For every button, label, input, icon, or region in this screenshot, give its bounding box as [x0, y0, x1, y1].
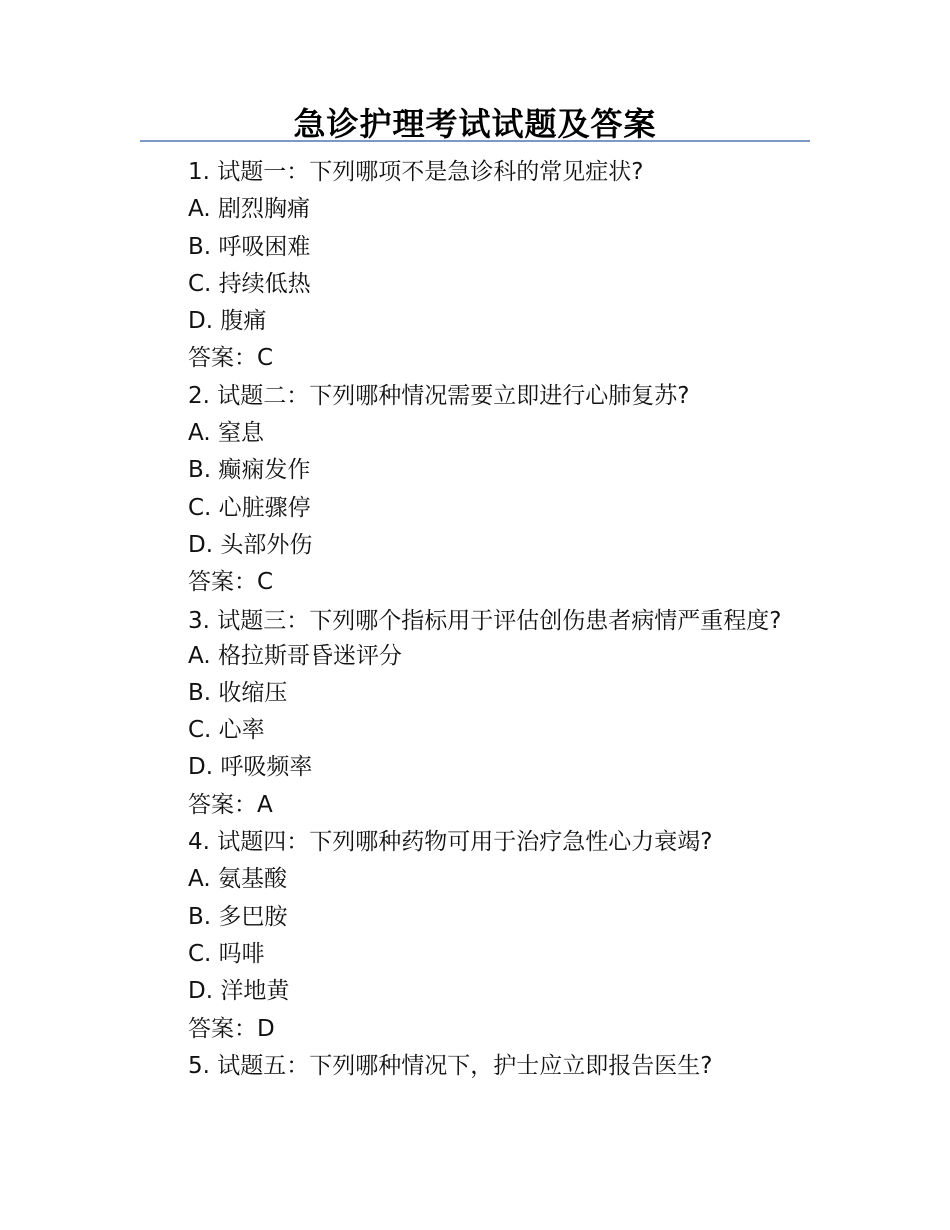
option-b: B. 多巴胺 — [188, 903, 288, 930]
answer-text: 答案：C — [188, 569, 274, 596]
option-b: B. 呼吸困难 — [188, 233, 311, 260]
option-b: B. 癫痫发作 — [188, 457, 311, 484]
answer-text: 答案：D — [188, 1015, 275, 1042]
question-text: 2. 试题二：下列哪种情况需要立即进行心肺复苏? — [188, 382, 690, 409]
option-b: B. 收缩压 — [188, 679, 288, 706]
page-title: 急诊护理考试试题及答案 — [293, 105, 657, 143]
option-a: A. 格拉斯哥昏迷评分 — [188, 642, 402, 669]
option-c: C. 吗啡 — [188, 940, 265, 967]
answer-text: 答案：C — [188, 345, 274, 372]
option-c: C. 心率 — [188, 717, 265, 744]
option-d: D. 洋地黄 — [188, 978, 290, 1005]
question-text: 3. 试题三：下列哪个指标用于评估创伤患者病情严重程度? — [188, 607, 782, 634]
option-a: A. 窒息 — [188, 420, 264, 447]
question-text: 1. 试题一：下列哪项不是急诊科的常见症状? — [188, 159, 644, 185]
option-c: C. 心脏骤停 — [188, 494, 311, 521]
option-a: A. 氨基酸 — [188, 866, 287, 893]
question-list — [140, 154, 800, 1085]
question-text: 5. 试题五：下列哪种情况下，护士应立即报告医生? — [188, 1052, 713, 1079]
option-d: D. 腹痛 — [188, 308, 267, 335]
question-text: 4. 试题四：下列哪种药物可用于治疗急性心力衰竭? — [188, 829, 713, 856]
option-c: C. 持续低热 — [188, 270, 311, 297]
option-a: A. 剧烈胸痛 — [188, 196, 310, 223]
option-d: D. 呼吸频率 — [188, 754, 313, 781]
title-block — [140, 100, 810, 142]
option-d: D. 头部外伤 — [188, 531, 313, 558]
answer-text: 答案：A — [188, 791, 273, 818]
